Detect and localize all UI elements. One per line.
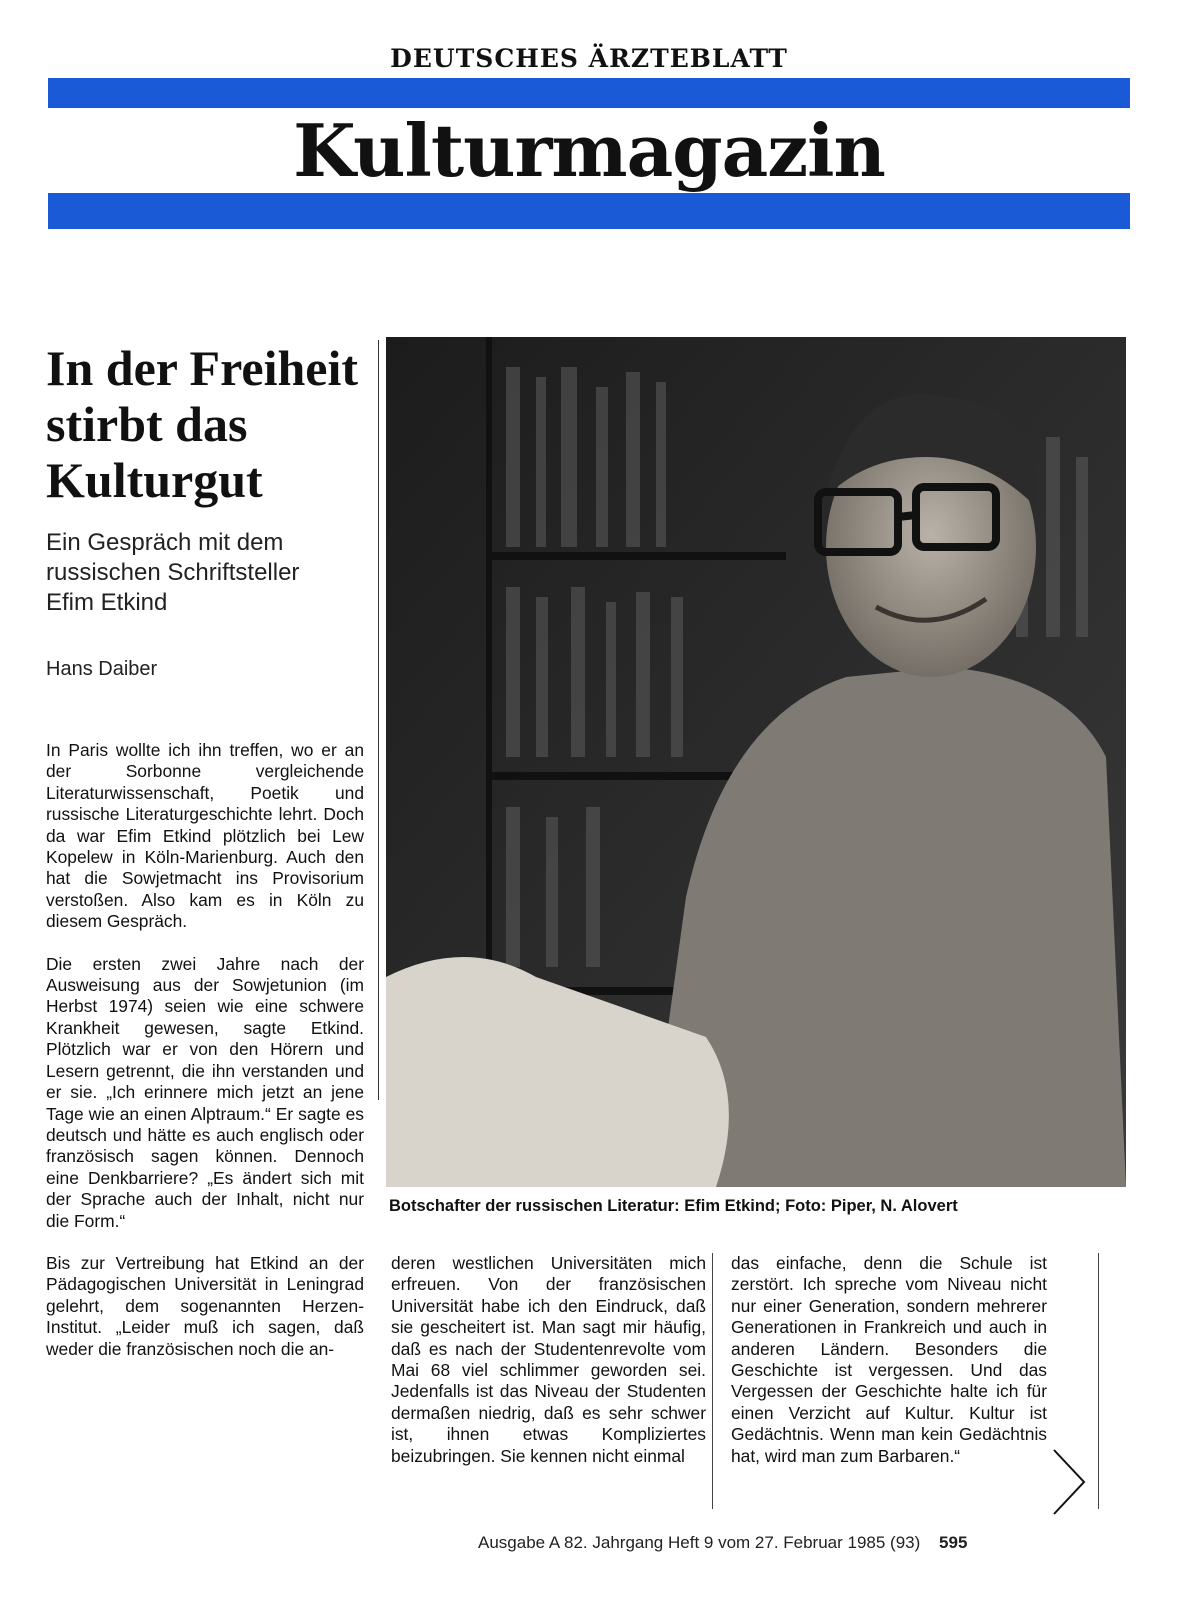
headline-line: In der Freiheit <box>46 340 359 396</box>
column-divider <box>378 340 379 1100</box>
portrait-image <box>386 337 1126 1187</box>
continue-arrow-icon <box>1052 1448 1086 1521</box>
author-byline: Hans Daiber <box>46 658 158 680</box>
portrait-photo <box>386 337 1126 1187</box>
top-accent-bar <box>48 78 1130 108</box>
photo-caption: Botschafter der russischen Literatur: Efim Etkind; Foto: Piper, N. Alovert <box>389 1197 958 1215</box>
subtitle <box>46 528 366 618</box>
paragraph: Die ersten zwei Jahre nach der Ausweisung aus der Sowjetunion (im Herbst 1974) seien wie eine schwere Krankheit gewesen, sagte Etkind. Plötzlich war er von den Hörern und Lesern getrennt, die ihn verstanden und er sie. „Ich erinnere mich jetzt an jene Tage wie an einen Alptraum.“ Er sagte es deutsch und hätte es auch englisch oder französisch sagen können. Dennoch eine Denkbarriere? „Es ändert sich mit der Sprache auch der Inhalt, nicht nur die Form.“ <box>46 953 364 1231</box>
column-divider <box>712 1253 713 1509</box>
article-column-2: deren westlichen Universitäten mich erfreuen. Von der französischen Universität habe ich den Eindruck, daß sie gescheitert ist. Man sagt mir häufig, daß es nach der Studentenrevolte vom Mai 68 viel schlimmer geworden sei. Jedenfalls ist das Niveau der Studenten dermaßen niedrig, daß es sehr schwer ist, ihnen etwas Kompliziertes beizubringen. Sie kennen nicht einmal <box>391 1253 706 1466</box>
paragraph: Bis zur Vertreibung hat Etkind an der Pädagogischen Universität in Leningrad gelehrt, dem sogenannten Herzen-Institut. „Leider muß ich sagen, daß weder die französischen noch die an- <box>46 1252 364 1359</box>
page-footer <box>478 1533 967 1553</box>
column-divider <box>1098 1253 1099 1509</box>
subtitle-line: russischen Schriftsteller <box>46 559 300 586</box>
paragraph: In Paris wollte ich ihn treffen, wo er an der Sorbonne vergleichende Literaturwissenschaft, Poetik und russische Literaturgeschichte lehrt. Doch da war Efim Etkind plötzlich bei Lew Kopelew in Köln-Marienburg. Auch den hat die Sowjetmacht ins Provisorium verstoßen. Also kam es in Köln zu diesem Gespräch. <box>46 740 364 932</box>
article-column-1 <box>46 740 364 1381</box>
masthead: DEUTSCHES ÄRZTEBLATT <box>390 44 788 73</box>
headline-line: Kulturgut <box>46 452 263 508</box>
subtitle-line: Efim Etkind <box>46 589 168 616</box>
headline-line: stirbt das <box>46 396 248 452</box>
article-column-3: das einfache, denn die Schule ist zerstört. Ich spreche vom Niveau nicht nur einer Generation, sondern mehrerer Generationen in Frankreich und auch in anderen Ländern. Besonders die Geschichte ist vergessen. Und das Vergessen der Geschichte halte ich für einen Verzicht auf Kultur. Kultur ist Gedächtnis. Wenn man kein Gedächtnis hat, wird man zum Barbaren.“ <box>731 1253 1047 1466</box>
section-title: Kulturmagazin <box>293 108 885 193</box>
bottom-accent-bar <box>48 193 1130 229</box>
headline <box>46 340 376 508</box>
page-number: 595 <box>939 1533 968 1552</box>
issue-info: Ausgabe A 82. Jahrgang Heft 9 vom 27. Februar 1985 (93) <box>478 1533 921 1552</box>
subtitle-line: Ein Gespräch mit dem <box>46 529 284 556</box>
